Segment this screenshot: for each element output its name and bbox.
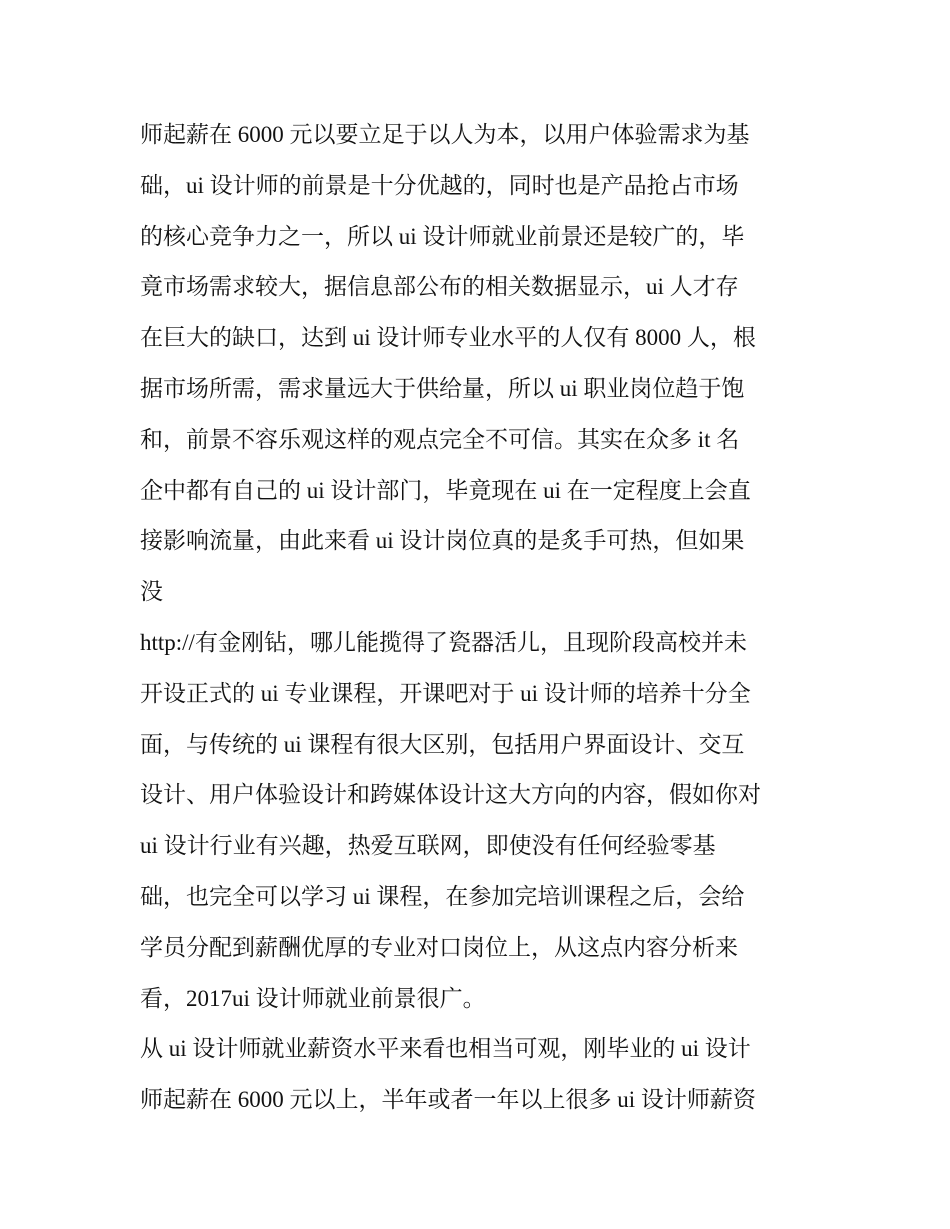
text-line: 和，前景不容乐观这样的观点完全不可信。其实在众多 it 名 [140,426,740,452]
text-line: 接影响流量，由此来看 ui 设计岗位真的是炙手可热，但如果 [140,528,745,554]
text-line: 学员分配到薪酬优厚的专业对口岗位上，从这点内容分析来 [140,934,738,960]
text-line: 从 ui 设计师就业薪资水平来看也相当可观，刚毕业的 ui 设计 [140,1036,751,1062]
text-line: 在巨大的缺口，达到 ui 设计师专业水平的人仅有 8000 人，根 [140,325,756,351]
text-line: 开设正式的 ui 专业课程，开课吧对于 ui 设计师的培养十分全 [140,680,751,706]
text-line: ui 设计行业有兴趣，热爱互联网，即使没有任何经验零基 [140,833,716,859]
text-line: 础，ui 设计师的前景是十分优越的，同时也是产品抢占市场 [140,172,739,198]
text-line: 师起薪在 6000 元以要立足于以人为本，以用户体验需求为基 [140,122,750,147]
text-line: 师起薪在 6000 元以上，半年或者一年以上很多 ui 设计师薪资 [140,1087,756,1113]
text-line: 础，也完全可以学习 ui 课程，在参加完培训课程之后，会给 [140,883,745,909]
text-line: 的核心竞争力之一，所以 ui 设计师就业前景还是较广的，毕 [140,223,745,249]
body-text [140,110,840,1126]
text-line: 看，2017ui 设计师就业前景很广。 [140,985,486,1011]
text-line: 设计、用户体验设计和跨媒体设计这大方向的内容，假如你对 [140,782,761,808]
text-line: http://有金刚钻，哪儿能揽得了瓷器活儿，且现阶段高校并未 [140,629,747,655]
text-line: 据市场所需，需求量远大于供给量，所以 ui 职业岗位趋于饱 [140,375,745,401]
text-line: 没 [140,579,163,605]
text-line: 面，与传统的 ui 课程有很大区别，包括用户界面设计、交互 [140,731,745,757]
text-line: 企中都有自己的 ui 设计部门，毕竟现在 ui 在一定程度上会直 [140,477,751,503]
text-line: 竟市场需求较大，据信息部公布的相关数据显示，ui 人才存 [140,274,739,300]
